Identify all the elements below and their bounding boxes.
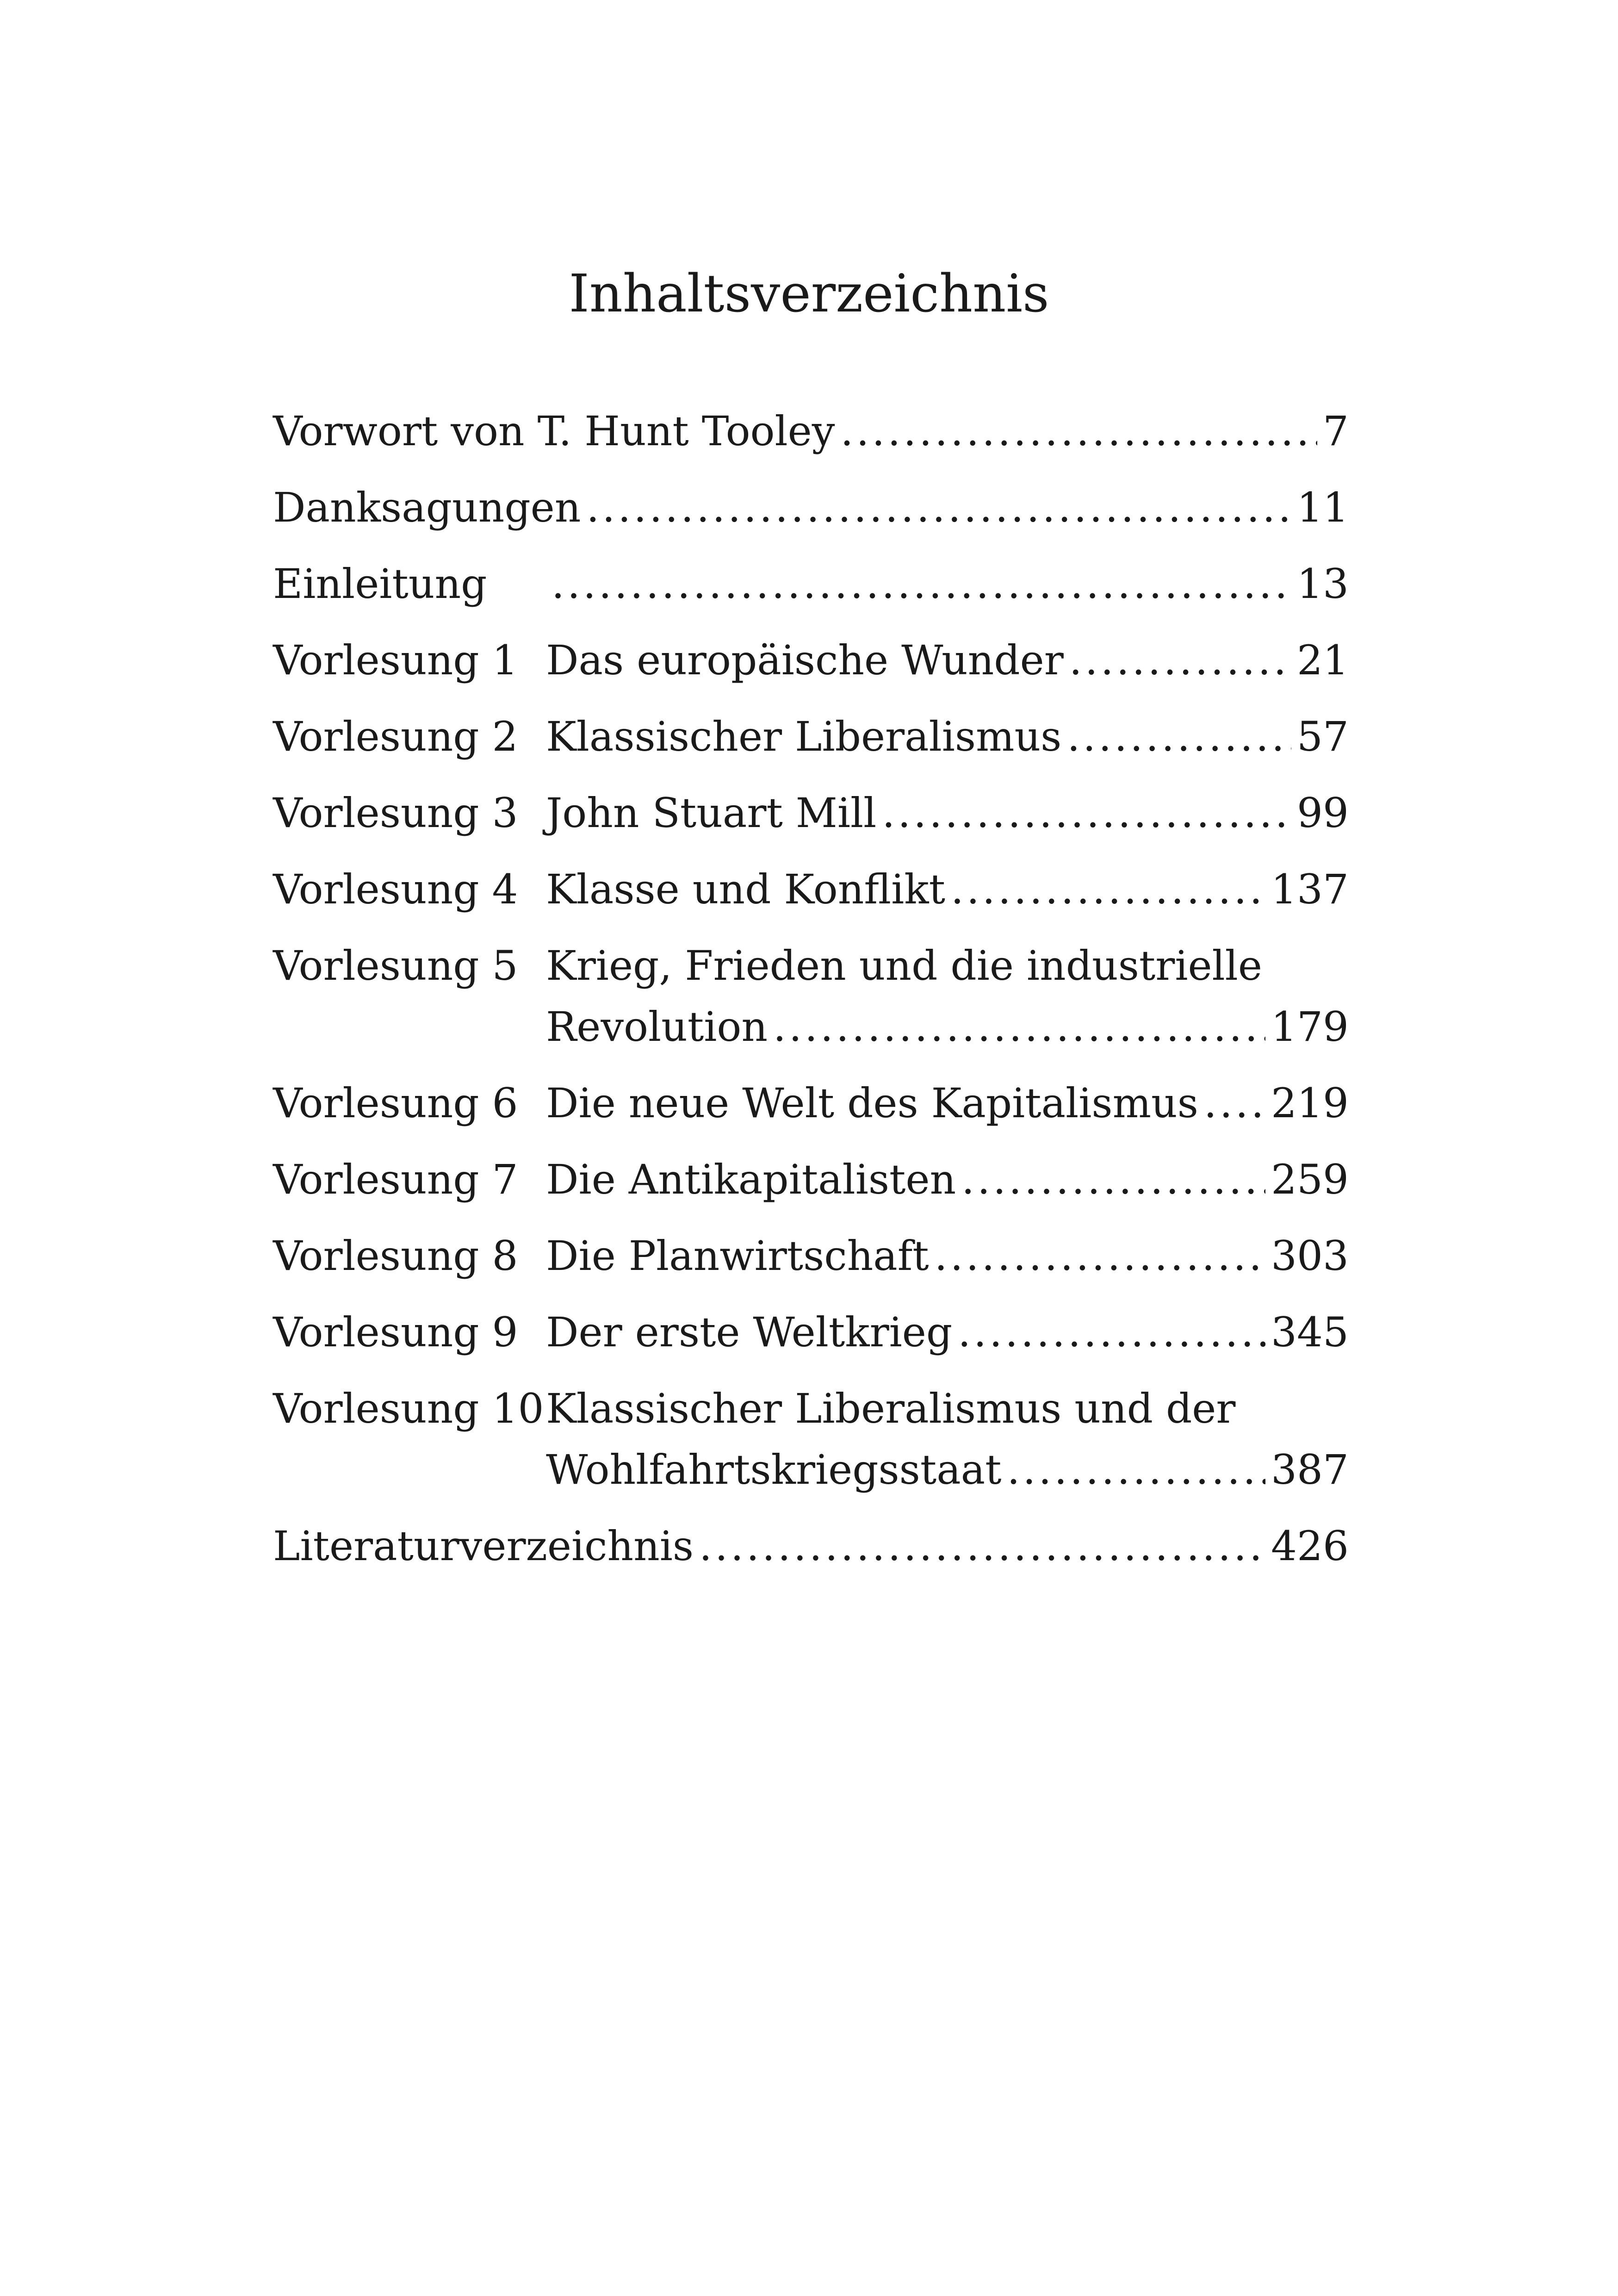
dot-leader <box>958 1308 1265 1356</box>
entry-title: Das europäische Wunder <box>546 636 1064 684</box>
entry-title-continued: Revolution <box>546 1003 768 1051</box>
dot-leader <box>882 789 1291 837</box>
toc-entry-vorlesung-8 <box>273 1232 1349 1308</box>
entry-title: Klassischer Liberalismus <box>546 713 1062 760</box>
dot-leader <box>699 1522 1265 1570</box>
page-number: 345 <box>1271 1308 1349 1356</box>
page-number: 179 <box>1271 1003 1349 1051</box>
page-number: 57 <box>1297 713 1349 760</box>
toc-entry-vorlesung-7 <box>273 1156 1349 1232</box>
page-number: 387 <box>1271 1446 1349 1493</box>
toc-entry-vorlesung-4 <box>273 865 1349 942</box>
toc-entry-danksagungen <box>273 484 1349 560</box>
entry-label: Vorlesung 6 <box>273 1079 518 1127</box>
dot-leader <box>1067 713 1291 760</box>
toc-entry-vorlesung-6 <box>273 1079 1349 1156</box>
entry-label: Vorlesung 5 <box>273 942 518 989</box>
dot-leader <box>1204 1079 1265 1127</box>
entry-title: Die neue Welt des Kapitalismus <box>546 1079 1198 1127</box>
entry-label: Vorlesung 10 <box>273 1385 544 1432</box>
page-number: 259 <box>1271 1156 1349 1203</box>
entry-title: Vorwort von T. Hunt Tooley <box>273 407 835 455</box>
toc-entry-vorlesung-3 <box>273 789 1349 865</box>
dot-leader <box>773 1003 1265 1051</box>
dot-leader <box>961 1156 1265 1203</box>
dot-leader <box>1007 1446 1266 1493</box>
page-number: 7 <box>1323 407 1349 455</box>
dot-leader <box>1069 636 1291 684</box>
entry-label: Vorlesung 9 <box>273 1308 518 1356</box>
dot-leader <box>552 560 1291 608</box>
toc-entry-vorlesung-1 <box>273 636 1349 713</box>
dot-leader <box>951 865 1265 913</box>
entry-title: Klasse und Konflikt <box>546 865 945 913</box>
entry-label: Vorlesung 4 <box>273 865 518 913</box>
entry-label: Vorlesung 8 <box>273 1232 518 1280</box>
page-number: 99 <box>1297 789 1349 837</box>
toc-entry-vorlesung-10 <box>273 1385 1349 1522</box>
page-number: 426 <box>1271 1522 1349 1570</box>
page-number: 11 <box>1297 484 1349 531</box>
page-number: 303 <box>1271 1232 1349 1280</box>
entry-title: Der erste Weltkrieg <box>546 1308 953 1356</box>
entry-label: Vorlesung 3 <box>273 789 518 837</box>
dot-leader <box>586 484 1291 531</box>
entry-title: Krieg, Frieden und die industrielle <box>546 942 1262 989</box>
entry-label: Vorlesung 1 <box>273 636 518 684</box>
entry-label: Vorlesung 2 <box>273 713 518 760</box>
entry-title-continued: Wohlfahrtskriegsstaat <box>546 1446 1002 1493</box>
entry-label: Einleitung <box>273 560 487 608</box>
page-number: 219 <box>1271 1079 1349 1127</box>
entry-title: Danksagungen <box>273 484 581 531</box>
page-number: 137 <box>1271 865 1349 913</box>
entry-label: Vorlesung 7 <box>273 1156 518 1203</box>
toc-entry-vorlesung-2 <box>273 713 1349 789</box>
toc-entry-einleitung <box>273 560 1349 636</box>
toc-entry-vorwort <box>273 407 1349 484</box>
table-of-contents <box>273 407 1349 1599</box>
entry-title: John Stuart Mill <box>546 789 877 837</box>
entry-title: Literaturverzeichnis <box>273 1522 694 1570</box>
dot-leader <box>935 1232 1265 1280</box>
toc-entry-vorlesung-9 <box>273 1308 1349 1385</box>
entry-title: Die Antikapitalisten <box>546 1156 956 1203</box>
page-title: Inhaltsverzeichnis <box>569 264 1049 324</box>
page-number: 21 <box>1297 636 1349 684</box>
toc-entry-vorlesung-5 <box>273 942 1349 1079</box>
entry-title: Die Planwirtschaft <box>546 1232 929 1280</box>
page-number: 13 <box>1297 560 1349 608</box>
toc-entry-literaturverzeichnis <box>273 1522 1349 1599</box>
entry-title: Klassischer Liberalismus und der <box>546 1385 1236 1432</box>
dot-leader <box>840 407 1317 455</box>
